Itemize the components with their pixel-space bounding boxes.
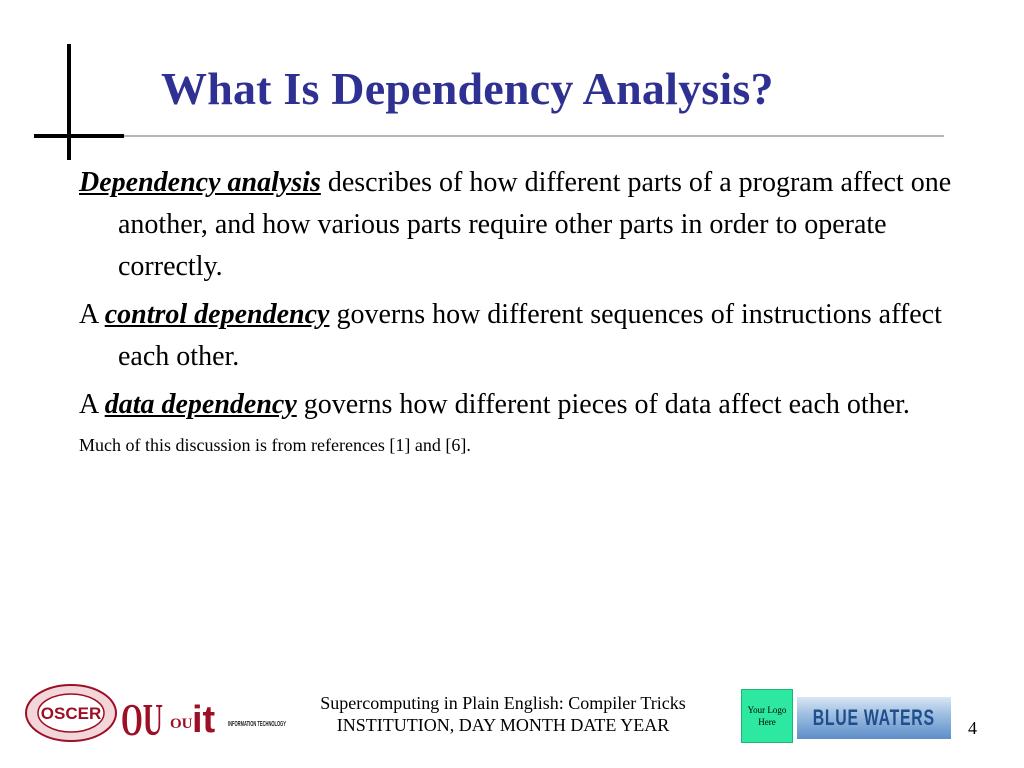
blue-waters-text: BLUE WATERS [812, 705, 936, 730]
footer-caption [280, 692, 726, 736]
bullet-text: governs how different pieces of data affect each other. [296, 389, 910, 420]
ou-logo [120, 683, 164, 745]
bullet-prefix: A [79, 389, 105, 420]
bullet-control-dependency [79, 294, 959, 378]
oscer-seal-logo [24, 683, 118, 743]
it-logo-text: it [192, 699, 216, 741]
footer-line-2: INSTITUTION, DAY MONTH DATE YEAR [336, 715, 670, 735]
slide-body [79, 162, 959, 464]
bullet-data-dependency [79, 384, 959, 426]
term-dependency-analysis: Dependency analysis [79, 167, 321, 198]
svg-text:OU: OU [170, 716, 193, 732]
bullet-prefix: A [79, 299, 105, 330]
title-horizontal-rule [124, 135, 944, 137]
your-logo-text: Your Logo Here [747, 705, 787, 727]
title-horizontal-rule-dark [34, 134, 124, 138]
term-data-dependency: data dependency [104, 389, 297, 420]
term-control-dependency: control dependency [104, 299, 330, 330]
bullet-text: governs how different sequences of instructions affect each other. [118, 299, 942, 372]
your-logo-placeholder [741, 689, 793, 743]
title-vertical-rule [67, 44, 71, 160]
blue-waters-logo [797, 697, 951, 739]
it-logo-subtext: INFORMATION TECHNOLOGY [228, 719, 286, 728]
footer-line-1: Supercomputing in Plain English: Compiler Tricks [320, 693, 686, 713]
bullet-dependency-analysis [79, 162, 959, 288]
bullet-text: describes of how different parts of a program affect one another, and how various parts require other parts in order to operate correctly. [118, 167, 952, 282]
oscer-logo-text: OSCER [40, 704, 102, 723]
references-note: Much of this discussion is from references [1] and [6]. [79, 435, 471, 455]
page-number: 4 [968, 718, 977, 738]
information-technology-logo [166, 688, 290, 744]
ou-logo-text: OU [121, 694, 163, 745]
slide-title: What Is Dependency Analysis? [161, 63, 774, 114]
